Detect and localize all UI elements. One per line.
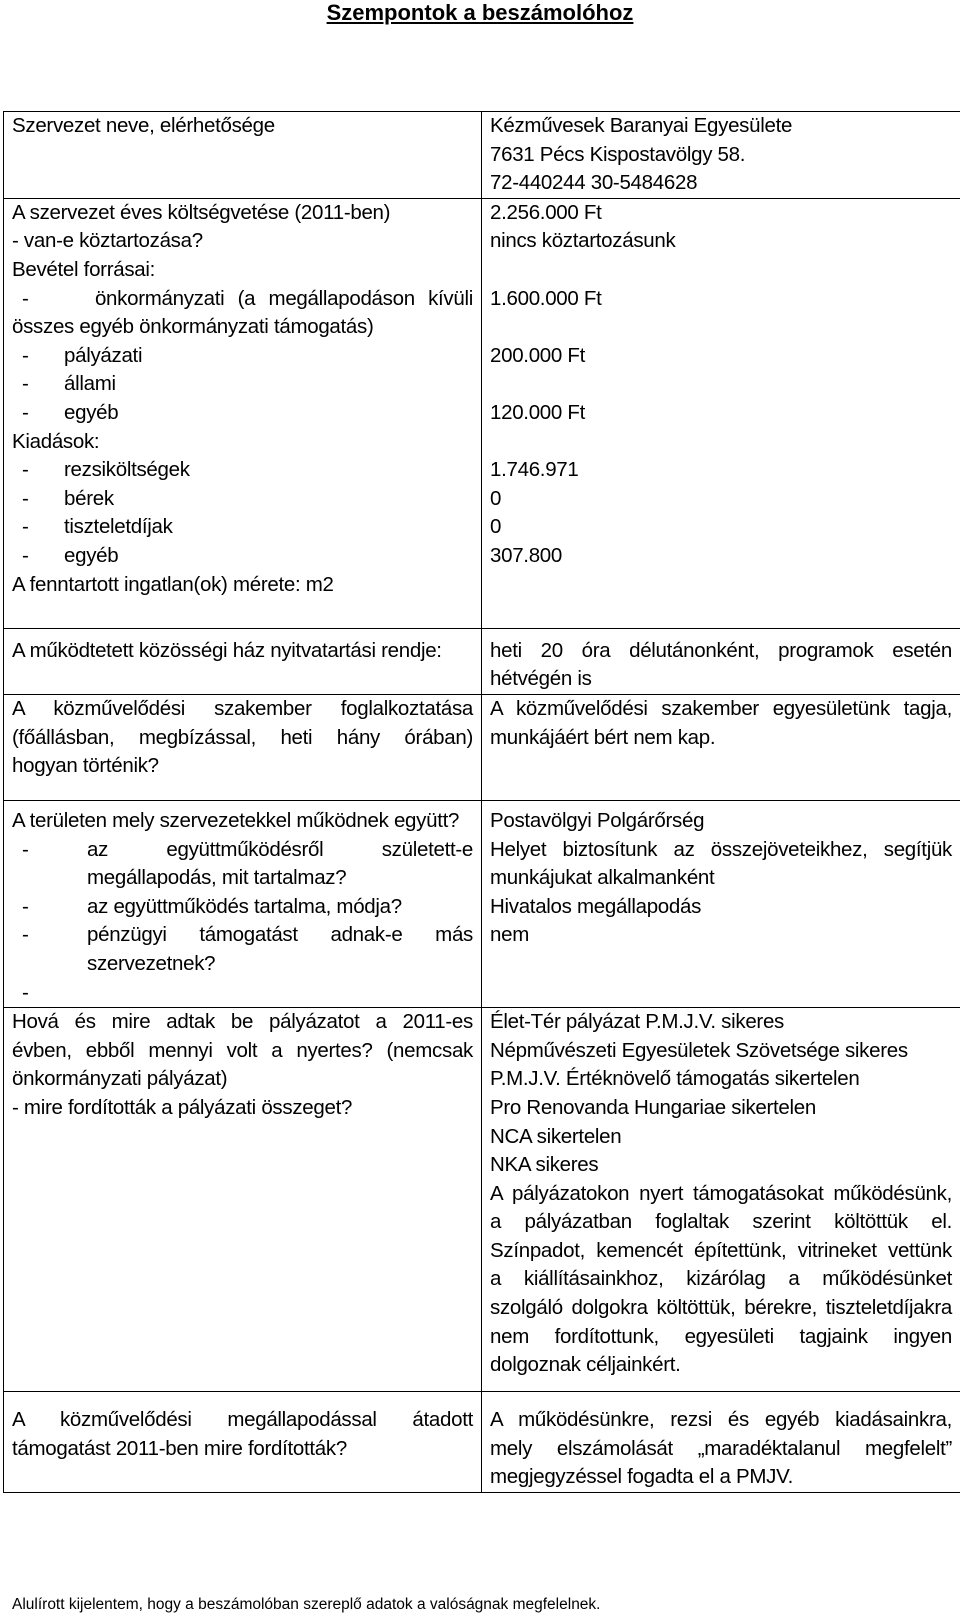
tender-usage-line: Színpadot, kemencét építettünk, vitrineket vettünk [490,1238,952,1262]
expense-dash: - [22,515,29,539]
opening-value-1: heti 20 óra délutánonként, programok esetén [490,638,952,662]
agreement-label-1: A közművelődési megállapodással átadott [12,1408,473,1432]
table-row-organization [4,112,960,199]
debt-value: nincs köztartozásunk [490,229,676,253]
cooperation-q-content [12,893,473,922]
cooperation-dash: - [22,980,29,1004]
org-phone: 72-440244 30-5484628 [490,171,698,195]
income-item-state [12,370,473,399]
tenders-label-cell [4,1008,482,1392]
cooperation-q-support-1: pénzügyi támogatást adnak-e más [87,923,473,947]
org-label: Szervezet neve, elérhetősége [12,114,275,137]
specialist-value-1: A közművelődési szakember egyesületünk tagja, [490,696,952,720]
cooperation-value-cell [482,800,960,1007]
tenders-label-1: Hová és mire adtak be pályázatot a 2011-es [12,1010,473,1034]
cooperation-dash: - [22,837,29,861]
income-dash: - [22,400,29,424]
expense-item-utilities [12,456,473,485]
cooperation-label-cell [4,800,482,1007]
declaration-footer: Alulírott kijelentem, hogy a beszámolóban szereplő adatok a valóságnak megfelelnek. [12,1596,601,1613]
budget-value: 2.256.000 Ft [490,200,602,224]
income-dash: - [22,343,29,367]
cooperation-q-support [12,921,473,978]
tender-item: NCA sikertelen [490,1124,622,1148]
opening-label: A működtetett közösségi ház nyitvatartási rendje: [12,638,442,662]
table-row-tenders [4,1008,960,1392]
agreement-value-2: mely elszámolását „maradéktalanul megfelelt” [490,1436,952,1460]
specialist-value-2: munkájáért bért nem kap. [490,725,716,749]
tenders-label-4: - mire fordították a pályázati összeget? [12,1095,353,1119]
agreement-value-1: A működésünkre, rezsi és egyéb kiadásainkra, [490,1408,952,1432]
income-other-label: egyéb [64,400,119,424]
expense-other-label: egyéb [64,543,119,567]
agreement-value-3: megjegyzéssel fogadta el a PMJV. [490,1465,794,1489]
report-table [3,111,960,1493]
expense-item-other [12,542,473,571]
expense-utilities-label: rezsiköltségek [64,458,190,482]
expense-other-value: 307.800 [490,543,563,567]
income-municipal-label-2: összes egyéb önkormányzati támogatás) [12,315,374,339]
expense-wages-label: bérek [64,486,114,510]
org-value-cell [482,112,960,199]
table-row-agreement [4,1392,960,1493]
cooperation-q-agreement [12,836,473,893]
agreement-label-cell [4,1392,482,1493]
table-row-finances [4,198,960,628]
expense-item-wages [12,485,473,514]
agreement-label-2: támogatást 2011-ben mire fordították? [12,1436,347,1460]
cooperation-label: A területen mely szervezetekkel működnek együtt? [12,808,460,832]
cooperation-q-agreement-1: az együttműködésről született-e [87,837,473,861]
cooperation-a-content: Hivatalos megállapodás [490,894,702,918]
specialist-label-2: (főállásban, megbízással, heti hány órában) [12,725,473,749]
tender-usage-line: nem fordítottunk, egyesületi tagjaink ingyen [490,1324,952,1348]
income-dash: - [22,372,29,396]
table-row-cooperation [4,800,960,1007]
expense-fees-value: 0 [490,515,502,539]
tenders-label-3: önkormányzati pályázat) [12,1067,228,1091]
expense-fees-label: tiszteletdíjak [64,515,173,539]
cooperation-dash: - [22,894,29,918]
tender-usage-last: dolgoznak céljainkért. [490,1353,681,1377]
expense-dash: - [22,458,29,482]
table-row-opening [4,628,960,694]
property-label: A fenntartott ingatlan(ok) mérete: m2 [12,572,334,596]
debt-label: - van-e köztartozása? [12,229,203,253]
tender-item: Élet-Tér pályázat P.M.J.V. sikeres [490,1010,785,1034]
finances-value-cell [482,198,960,628]
income-municipal-label-1: önkormányzati (a megállapodáson kívüli [94,286,473,310]
cooperation-q-agreement-2: megállapodás, mit tartalmaz? [87,866,347,890]
income-heading: Bevétel forrásai: [12,257,156,281]
cooperation-a-support: nem [490,923,529,947]
income-tender-value: 200.000 Ft [490,343,586,367]
specialist-label-1: A közművelődési szakember foglalkoztatása [12,696,473,720]
org-label-cell [4,112,482,199]
expense-dash: - [22,486,29,510]
org-name: Kézművesek Baranyai Egyesülete [490,114,793,137]
cooperation-dash: - [22,923,29,947]
specialist-value-cell [482,694,960,800]
opening-label-cell [4,628,482,694]
cooperation-q-content-1: az együttműködés tartalma, módja? [87,894,402,918]
expense-dash: - [22,543,29,567]
cooperation-a-agreement-2: munkájukat alkalmanként [490,866,715,890]
tender-usage-line: A pályázatokon nyert támogatásokat működésünk, [490,1181,952,1205]
income-dash: - [22,286,29,310]
page-title: Szempontok a beszámolóhoz [326,0,634,25]
tender-item: P.M.J.V. Értéknövelő támogatás sikertelen [490,1067,860,1091]
tenders-label-2: évben, ebből mennyi volt a nyertes? (nemcsak [12,1038,473,1062]
tender-item: NKA sikeres [490,1153,599,1177]
cooperation-q-support-2: szervezetnek? [87,951,216,975]
income-item-municipal [12,285,473,314]
agreement-value-cell [482,1392,960,1493]
income-tender-label: pályázati [64,343,143,367]
expense-item-fees [12,513,473,542]
finances-label-cell [4,198,482,628]
expense-utilities-value: 1.746.971 [490,458,579,482]
income-item-other [12,399,473,428]
tender-usage-line: a kiállításainkhoz, kizárólag a működésünket [490,1267,952,1291]
cooperation-q-empty [12,979,473,1008]
tender-usage-line: szolgáló dolgokra költöttük, bérekre, tiszteletdíjakra [490,1296,952,1320]
tender-item: Népművészeti Egyesületek Szövetsége sikeres [490,1038,908,1062]
specialist-label-cell [4,694,482,800]
expense-wages-value: 0 [490,486,502,510]
tenders-value-cell [482,1008,960,1392]
tender-item: Pro Renovanda Hungariae sikertelen [490,1095,816,1119]
expenses-heading: Kiadások: [12,429,100,453]
org-address: 7631 Pécs Kispostavölgy 58. [490,142,746,166]
income-other-value: 120.000 Ft [490,400,586,424]
tender-usage-line: a pályázatban foglaltak szerint költöttük el. [490,1210,952,1234]
table-row-specialist [4,694,960,800]
opening-value-cell [482,628,960,694]
income-municipal-value: 1.600.000 Ft [490,286,602,310]
cooperation-value: Postavölgyi Polgárőrség [490,808,705,832]
income-state-label: állami [64,372,116,396]
specialist-label-3: hogyan történik? [12,754,159,778]
cooperation-a-agreement-1: Helyet biztosítunk az összejöveteikhez, segítjük [490,837,952,861]
budget-label: A szervezet éves költségvetése (2011-ben) [12,200,391,224]
income-item-tender [12,342,473,371]
opening-value-2: hétvégén is [490,667,592,691]
